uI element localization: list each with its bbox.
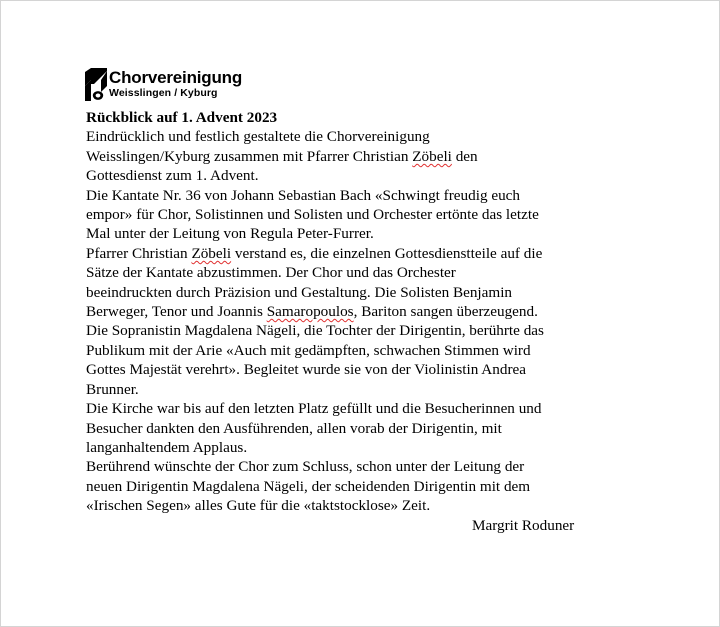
article-line <box>86 263 646 282</box>
article-line <box>86 205 646 224</box>
line-text: Brunner. <box>86 380 139 398</box>
line-text: neuen Dirigentin Magdalena Nägeli, der scheidenden Dirigentin mit dem <box>86 477 531 495</box>
line-text: Gottesdienst zum 1. Advent. <box>86 167 259 185</box>
line-text: verstand es, die einzelnen Gottesdienstteile auf die <box>231 244 543 262</box>
line-text: langanhaltendem Applaus. <box>86 438 248 456</box>
author-signature: Margrit Roduner <box>472 516 575 534</box>
line-text: empor» für Chor, Solistinnen und Solisten und Orchester ertönte das letzte <box>86 206 539 224</box>
line-text: «Irischen Segen» alles Gute für die «taktstocklose» Zeit. <box>86 497 431 515</box>
article-line <box>86 244 646 263</box>
article-line <box>86 457 646 476</box>
line-text: Besucher dankten den Ausführenden, allen vorab der Dirigentin, mit <box>86 419 502 437</box>
line-text: den <box>451 147 478 165</box>
article-line <box>86 186 646 205</box>
line-text: Die Kirche war bis auf den letzten Platz gefüllt und die Besucherinnen und <box>86 400 542 418</box>
spellcheck-flagged-word: Samaropoulos <box>266 303 354 321</box>
article-body <box>86 127 646 515</box>
article-line <box>86 360 646 379</box>
article-line <box>86 147 646 166</box>
article-line <box>86 302 646 321</box>
article-line <box>86 438 646 457</box>
article <box>86 108 646 535</box>
line-text: Sätze der Kantate abzustimmen. Der Chor und das Orchester <box>86 264 456 282</box>
line-text: beeindruckten durch Präzision und Gestaltung. Die Solisten Benjamin <box>86 283 513 301</box>
article-line <box>86 380 646 399</box>
line-text: Eindrücklich und festlich gestaltete die Chorvereinigung <box>86 128 430 146</box>
line-text: , Bariton sangen überzeugend. <box>353 303 538 321</box>
line-text: Publikum mit der Arie «Auch mit gedämpften, schwachen Stimmen wird <box>86 341 531 359</box>
line-text: Gottes Majestät verehrt». Begleitet wurde sie von der Violinistin Andrea <box>86 361 526 379</box>
spellcheck-flagged-word: Zöbeli <box>412 147 452 165</box>
logo-subtitle: Weisslingen / Kyburg <box>109 87 218 100</box>
line-text: Weisslingen/Kyburg zusammen mit Pfarrer Christian <box>86 147 413 165</box>
line-text: Berweger, Tenor und Joannis <box>86 303 267 321</box>
music-note-logo-icon <box>85 68 107 101</box>
line-text: Berührend wünschte der Chor zum Schluss, schon unter der Leitung der <box>86 458 525 476</box>
article-line <box>86 224 646 243</box>
article-line <box>86 399 646 418</box>
line-text: Mal unter der Leitung von Regula Peter-Furrer. <box>86 225 374 243</box>
article-line <box>86 283 646 302</box>
article-line <box>86 321 646 340</box>
logo <box>85 66 242 102</box>
line-text: Die Sopranistin Magdalena Nägeli, die Tochter der Dirigentin, berührte das <box>86 322 544 340</box>
article-line <box>86 496 646 515</box>
article-line <box>86 127 646 146</box>
logo-text <box>109 69 242 99</box>
article-line <box>86 341 646 360</box>
article-line <box>86 419 646 438</box>
line-text: Pfarrer Christian <box>86 244 192 262</box>
spellcheck-flagged-word: Zöbeli <box>191 244 232 262</box>
article-line <box>86 477 646 496</box>
line-text: Die Kantate Nr. 36 von Johann Sebastian Bach «Schwingt freudig euch <box>86 186 521 204</box>
logo-name: Chorvereinigung <box>109 68 243 88</box>
article-title: Rückblick auf 1. Advent 2023 <box>86 109 278 126</box>
article-line <box>86 166 646 185</box>
